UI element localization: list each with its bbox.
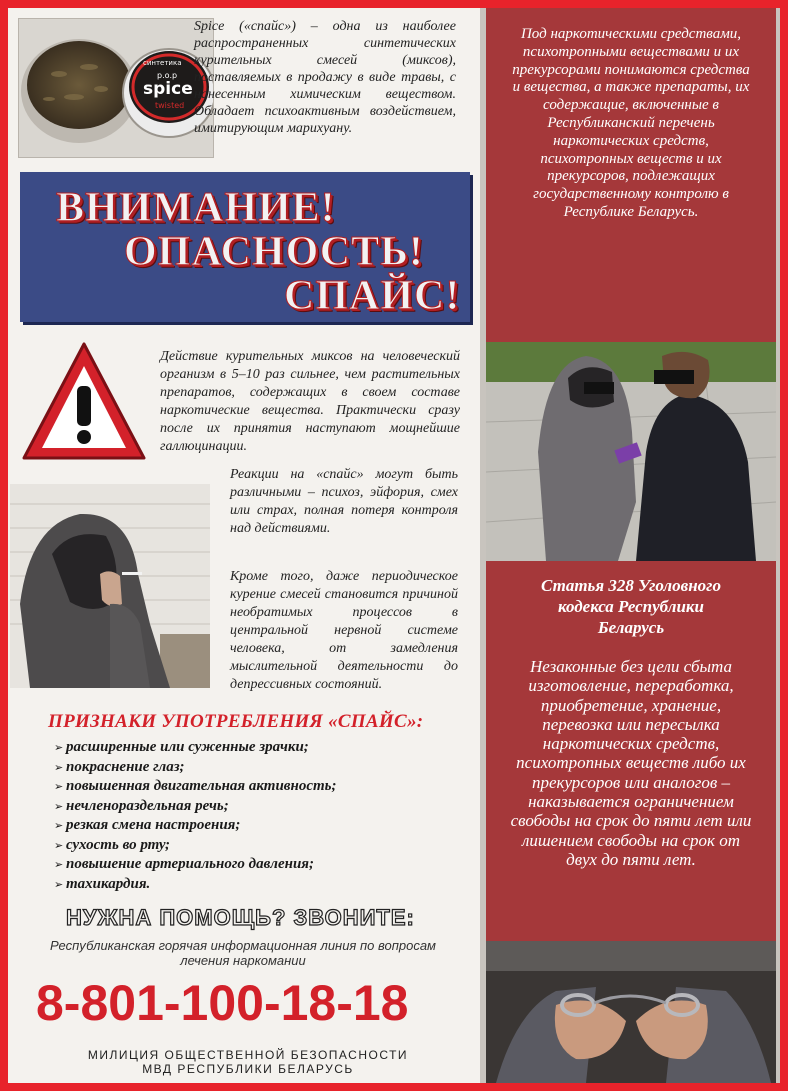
issuer-block: [78, 1048, 418, 1076]
arrow-bullet-icon: ➢: [54, 838, 64, 852]
issuer-line-1: МИЛИЦИЯ ОБЩЕСТВЕННОЙ БЕЗОПАСНОСТИ: [87, 1048, 409, 1062]
list-item-text: покраснение глаз;: [66, 758, 185, 775]
drug-deal-photo: [486, 342, 776, 561]
list-item-text: расширенные или суженные зрачки;: [66, 739, 309, 755]
package-sub-label: twisted: [155, 101, 185, 110]
list-item-text: повышение артериального давления;: [66, 856, 315, 872]
arrow-bullet-icon: ➢: [54, 877, 64, 891]
reactions-paragraph: Реакции на «спайс» могут быть различными – психоз, эйфория, смех или страх, полная потеря контроля над действиями.: [230, 467, 458, 536]
list-item: [54, 855, 337, 875]
banner-line-danger: ОПАСНОСТЬ!: [124, 229, 424, 275]
list-item-text: резкая смена настроения;: [66, 817, 241, 833]
list-item: [54, 758, 337, 778]
arrow-bullet-icon: ➢: [54, 819, 64, 832]
list-item-text: тахикардия.: [66, 875, 151, 892]
arrow-bullet-icon: ➢: [54, 858, 64, 871]
banner-line-attention: ВНИМАНИЕ!: [56, 185, 336, 231]
spice-definition-text: Spice («спайс») – одна из наиболее распространенных синтетических курительных смесей (миксов), поставляемых в продажу в виде травы, с нанесенным химическим веществом. Обладает психоактивным воздействием, имитирующим марихуану.: [194, 19, 456, 136]
list-item: [54, 777, 337, 797]
effect-paragraph: Действие курительных миксов на человеческий организм в 5–10 раз сильнее, чем растительных препаратов, содержащих в своем составе наркотические вещества. Практически сразу после их принятия наступают мощнейшие галлюцинации.: [160, 349, 460, 454]
banner-line-spice: СПАЙС!: [284, 273, 461, 319]
list-item: [54, 797, 337, 817]
arrow-bullet-icon: ➢: [54, 760, 64, 774]
hotline-phone-number[interactable]: 8-801-100-18-18: [36, 975, 409, 1031]
article-title: Статья 328 Уголовного кодекса Республики Беларусь: [541, 576, 721, 637]
drug-definition-text: Под наркотическими средствами, психотропными веществами и их прекурсорами понимаются средства и вещества, а также препараты, их содержащие, включенные в Республиканский перечень наркотических средств, психотропных веществ и их прекурсоров, подлежащих государственному контролю в Республике Беларусь.: [512, 26, 750, 220]
spice-package-photo: [18, 18, 214, 158]
arrow-bullet-icon: ➢: [54, 780, 64, 793]
hooded-smoker-photo: [10, 484, 210, 688]
list-item-text: нечленораздельная речь;: [66, 797, 229, 814]
arrow-bullet-icon: ➢: [54, 799, 64, 813]
signs-title: ПРИЗНАКИ УПОТРЕБЛЕНИЯ «СПАЙС»:: [48, 711, 424, 732]
issuer-line-2: МВД РЕСПУБЛИКИ БЕЛАРУСЬ: [142, 1062, 354, 1076]
package-main-label: spice: [143, 79, 193, 99]
package-small-label: р.о.р: [157, 71, 178, 80]
list-item-text: повышенная двигательная активность;: [66, 778, 337, 794]
package-brand-label: синтетика: [143, 59, 182, 67]
hotline-description: Республиканская горячая информационная линия по вопросам лечения наркомании: [50, 938, 436, 968]
poster-sheet: [8, 8, 780, 1083]
list-item: [54, 836, 337, 856]
arrow-bullet-icon: ➢: [54, 741, 64, 754]
handcuffed-hands-photo: [486, 941, 776, 1083]
help-heading: НУЖНА ПОМОЩЬ? ЗВОНИТЕ:: [66, 905, 415, 930]
list-item-text: сухость во рту;: [66, 836, 171, 853]
article-text: Незаконные без цели сбыта изготовление, переработка, приобретение, хранение, перевозка или пересылка наркотических средств, психотропных веществ либо их прекурсоров или аналогов – наказывается ограничением свободы на срок до пяти лет или лишением свободы на срок от двух до пяти лет.: [510, 657, 752, 869]
warning-triangle-icon: [20, 338, 148, 468]
definition-panel: [486, 8, 776, 342]
list-item: [54, 875, 337, 895]
list-item: [54, 738, 337, 758]
criminal-code-panel: [486, 561, 776, 941]
warning-banner: [20, 172, 470, 322]
list-item: [54, 816, 337, 836]
signs-list: [54, 738, 337, 894]
consequences-paragraph: Кроме того, даже периодическое курение смесей становится причиной необратимых процессов в центральной нервной системе человека, от замедления мыслительной деятельности до депрессивных состояний.: [230, 569, 458, 692]
